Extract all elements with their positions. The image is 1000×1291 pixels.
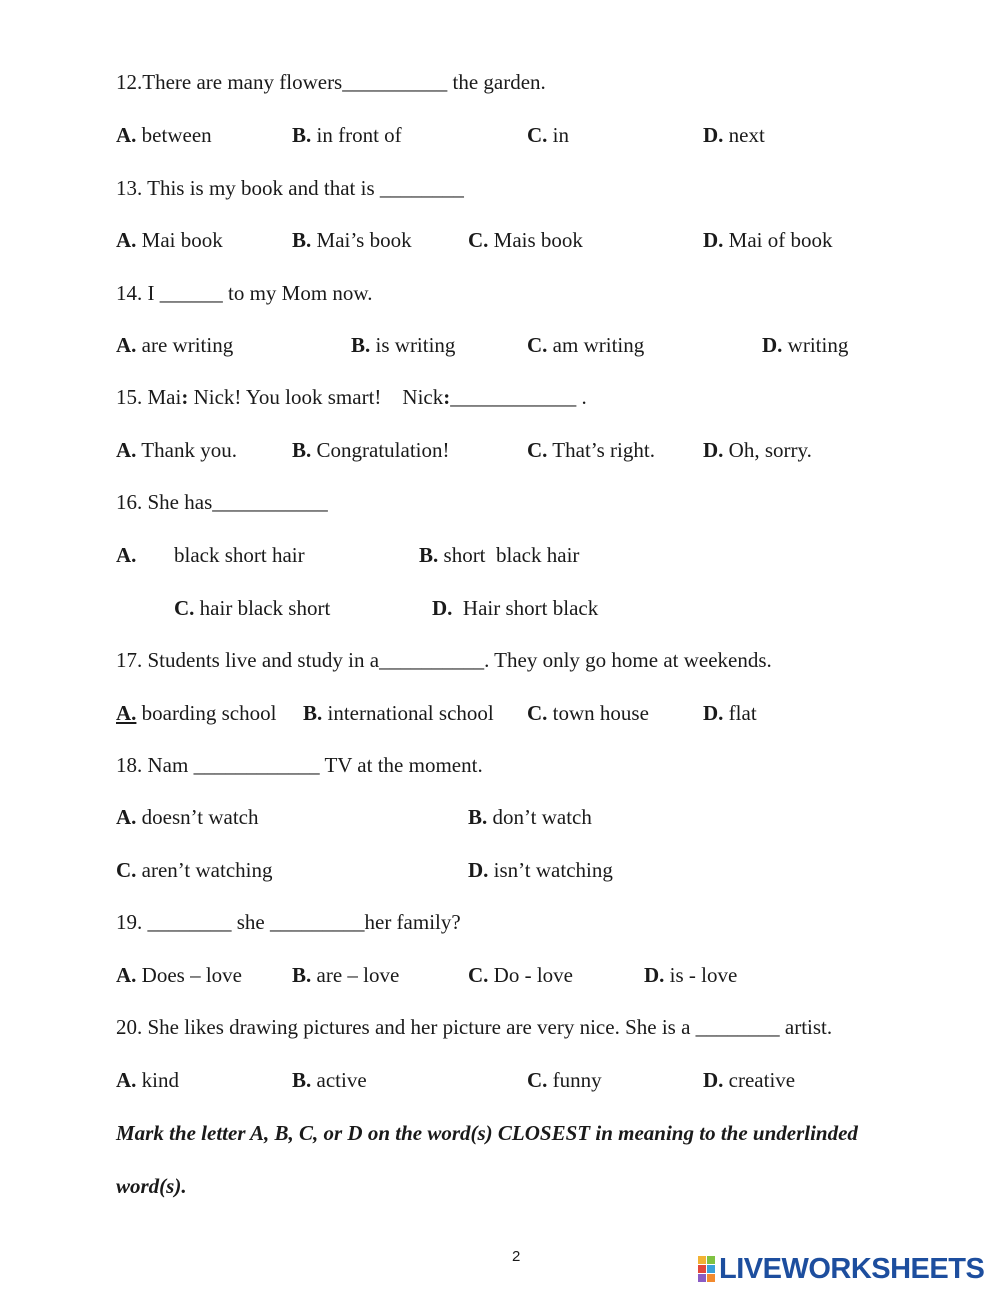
question-13-stem: 13. This is my book and that is ________: [116, 176, 464, 200]
q16-option-b[interactable]: B. short black hair: [419, 543, 580, 567]
q17-option-d[interactable]: D. flat: [703, 701, 757, 725]
question-14-stem: 14. I ______ to my Mom now.: [116, 281, 373, 305]
q13-option-a[interactable]: A. Mai book: [116, 228, 223, 252]
q12-option-d[interactable]: D. next: [703, 123, 765, 147]
page-number: 2: [512, 1248, 521, 1265]
instruction-line-1: Mark the letter A, B, C, or D on the word(s) CLOSEST in meaning to the underlinded: [116, 1121, 858, 1145]
q14-option-a[interactable]: A. are writing: [116, 333, 234, 357]
question-18-stem: 18. Nam ____________ TV at the moment.: [116, 753, 483, 777]
question-15-stem: 15. Mai: Nick! You look smart! Nick:____________ .: [116, 385, 587, 409]
q14-option-d[interactable]: D. writing: [762, 333, 849, 357]
question-12-stem: 12.There are many flowers__________ the garden.: [116, 70, 546, 94]
q16-option-a-text[interactable]: black short hair: [174, 543, 305, 567]
q15-option-b[interactable]: B. Congratulation!: [292, 438, 450, 462]
q20-option-a[interactable]: A. kind: [116, 1068, 180, 1092]
q13-option-c[interactable]: C. Mais book: [468, 228, 583, 252]
q16-option-a[interactable]: A.: [116, 543, 137, 567]
q20-option-d[interactable]: D. creative: [703, 1068, 796, 1092]
q19-option-d[interactable]: D. is - love: [644, 963, 738, 987]
question-20-stem: 20. She likes drawing pictures and her picture are very nice. She is a ________ artist.: [116, 1015, 833, 1039]
q16-option-d[interactable]: D. Hair short black: [432, 596, 599, 620]
liveworksheets-logo[interactable]: [698, 1254, 984, 1284]
q16-option-c[interactable]: C. hair black short: [174, 596, 331, 620]
q14-option-c[interactable]: C. am writing: [527, 333, 645, 357]
liveworksheets-brand: LIVEWORKSHEETS: [719, 1252, 985, 1285]
q20-option-b[interactable]: B. active: [292, 1068, 367, 1092]
q15-option-c[interactable]: C. That’s right.: [527, 438, 655, 462]
q13-option-b[interactable]: B. Mai’s book: [292, 228, 412, 252]
q12-option-b[interactable]: B. in front of: [292, 123, 402, 147]
q19-option-b[interactable]: B. are – love: [292, 963, 400, 987]
instruction-line-2: word(s).: [116, 1174, 187, 1198]
q15-option-a[interactable]: A. Thank you.: [116, 438, 237, 462]
q17-option-a[interactable]: A. boarding school: [116, 701, 277, 725]
question-17-stem: 17. Students live and study in a__________. They only go home at weekends.: [116, 648, 772, 672]
q18-option-c[interactable]: C. aren’t watching: [116, 858, 273, 882]
q18-option-a[interactable]: A. doesn’t watch: [116, 805, 259, 829]
q12-option-a[interactable]: A. between: [116, 123, 212, 147]
q19-option-a[interactable]: A. Does – love: [116, 963, 242, 987]
question-19-stem: 19. ________ she _________her family?: [116, 910, 461, 934]
liveworksheets-logo-icon: [698, 1256, 715, 1282]
q18-option-d[interactable]: D. isn’t watching: [468, 858, 613, 882]
q17-option-b[interactable]: B. international school: [303, 701, 494, 725]
q17-option-c[interactable]: C. town house: [527, 701, 649, 725]
q15-option-d[interactable]: D. Oh, sorry.: [703, 438, 812, 462]
q13-option-d[interactable]: D. Mai of book: [703, 228, 833, 252]
q18-option-b[interactable]: B. don’t watch: [468, 805, 592, 829]
question-16-stem: 16. She has___________: [116, 490, 328, 514]
q12-option-c[interactable]: C. in: [527, 123, 570, 147]
q19-option-c[interactable]: C. Do - love: [468, 963, 573, 987]
q20-option-c[interactable]: C. funny: [527, 1068, 602, 1092]
q14-option-b[interactable]: B. is writing: [351, 333, 456, 357]
